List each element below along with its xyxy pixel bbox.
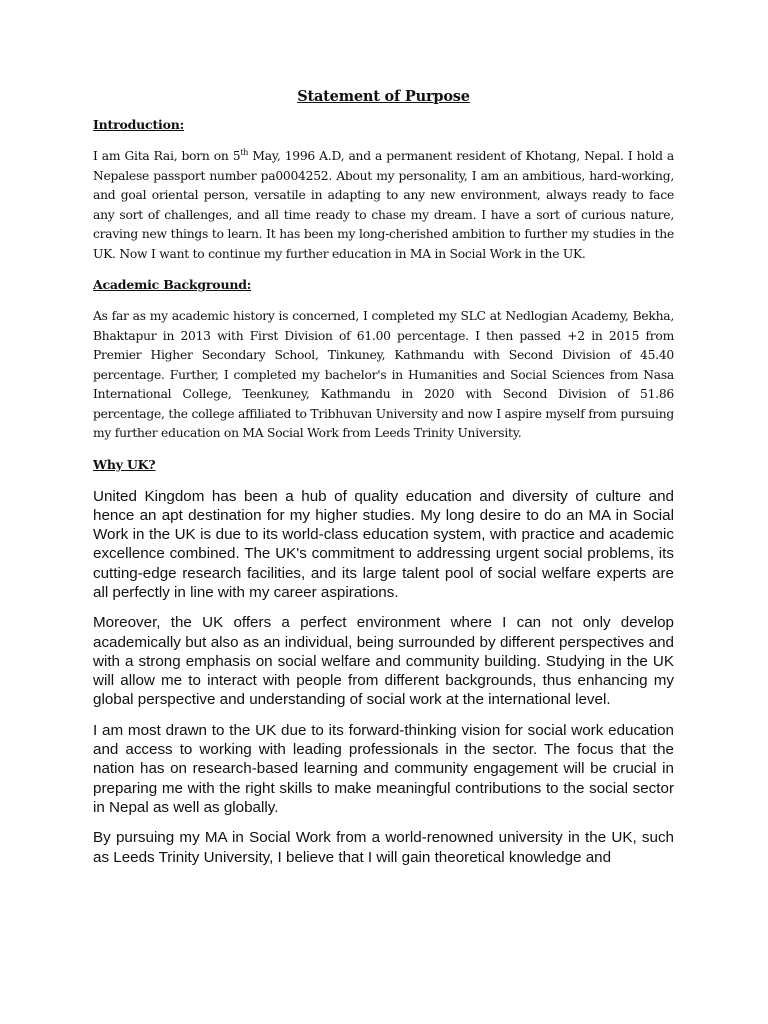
- paragraph-why-uk-4: By pursuing my MA in Social Work from a world-renowned university in the UK, such as Leeds Trinity University, I believe that I will gain theoretical knowledge and: [93, 829, 674, 866]
- intro-text-start: I am Gita Rai, born on 5: [93, 149, 241, 163]
- section-heading-academic-background: Academic Background:: [93, 277, 252, 292]
- section-heading-introduction: Introduction:: [93, 117, 185, 132]
- ordinal-suffix: th: [240, 148, 249, 157]
- document-body: [93, 88, 674, 878]
- paragraph-why-uk-1: United Kingdom has been a hub of quality education and diversity of culture and hence an apt destination for my higher studies. My long desire to do an MA in Social Work in the UK is due to its world-class education system, with practice and academic excellence combined. The UK's commitment to addressing urgent social problems, its cutting-edge research facilities, and its large talent pool of social welfare experts are all perfectly in line with my career aspirations.: [93, 487, 674, 601]
- paragraph-why-uk-2: Moreover, the UK offers a perfect environment where I can not only develop academically but also as an individual, being surrounded by different perspectives and with a strong emphasis on social welfare and community building. Studying in the UK will allow me to interact with people from different backgrounds, thus enhancing my global perspective and understanding of social work at the international level.: [93, 614, 674, 709]
- section-heading-why-uk: Why UK?: [93, 456, 156, 472]
- intro-text-rest: May, 1996 A.D, and a permanent resident of Khotang, Nepal. I hold a Nepalese passport number pa0004252. About my personality, I am an ambitious, hard-working, and goal oriental person, versatile in adapting to any new environment, always ready to face any sort of challenges, and all time ready to chase my dream. I have a sort of curious nature, craving new things to learn. It has been my long-cherished ambition to further my studies in the UK. Now I want to continue my further education in MA in Social Work in the UK.: [93, 149, 675, 261]
- document-title: Statement of Purpose: [297, 88, 470, 105]
- paragraph-introduction: [93, 147, 674, 264]
- paragraph-academic-background: As far as my academic history is concerned, I completed my SLC at Nedlogian Academy, Bekha, Bhaktapur in 2013 with First Division of 61.00 percentage. I then passed +2 in 2015 from Premier Higher Secondary School, Tinkuney, Kathmandu with Second Division of 45.40 percentage. Further, I completed my bachelor's in Humanities and Social Sciences from Nasa International College, Teenkuney, Kathmandu in 2020 with Second Division of 51.86 percentage, the college affiliated to Tribhuvan University and now I aspire myself from pursuing my further education on MA Social Work from Leeds Trinity University.: [93, 309, 674, 440]
- paragraph-why-uk-3: I am most drawn to the UK due to its forward-thinking vision for social work education and access to working with leading professionals in the sector. The focus that the nation has on research-based learning and community engagement will be crucial in preparing me with the right skills to make meaningful contributions to the social sector in Nepal as well as globally.: [93, 721, 674, 816]
